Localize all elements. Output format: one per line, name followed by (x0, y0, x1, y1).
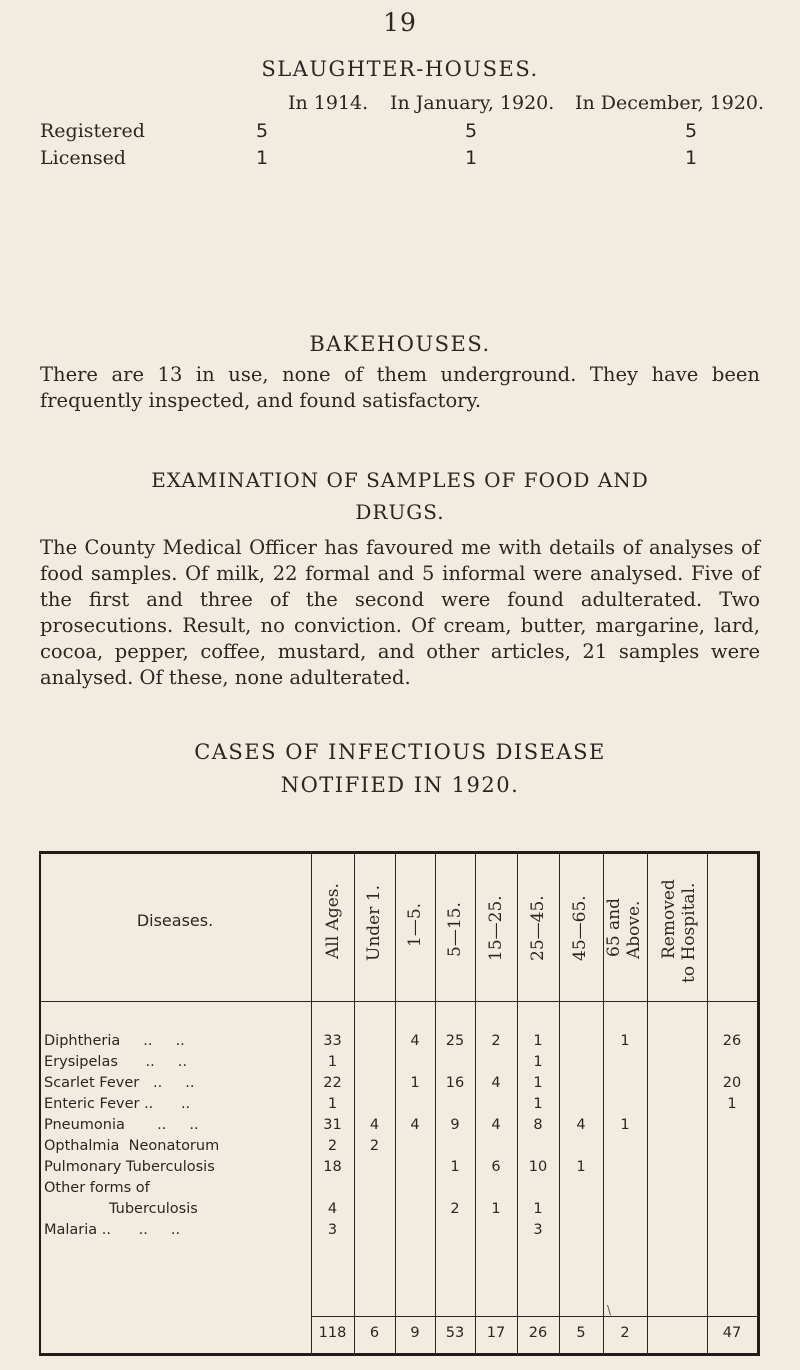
cell-5-15: 9 (450, 1117, 460, 1133)
cell-25-45: 1 (533, 1054, 543, 1070)
cell-25-45: 1 (533, 1033, 543, 1049)
disease-name: Enteric Fever .. .. (44, 1096, 191, 1112)
cell-25-45: 1 (533, 1075, 543, 1091)
examination-text: The County Medical Officer has favoured me with details of analyses of food samples. Of milk, 22 formal and 5 informal were analysed. Five of the first and three of the second were found adulterated. Two prosecutions. Result, no conviction. Of cream, butter, margarine, lard, cocoa, pepper, coffee, mustard, and other articles, 21 samples were analysed. Of these, none adulterated. (40, 536, 760, 689)
cell-25-45: 8 (533, 1117, 543, 1133)
row-label: Licensed (40, 147, 126, 169)
cell-25-45: 3 (533, 1222, 543, 1238)
header-5-15: 5—15. (445, 902, 465, 957)
table-row (39, 1033, 760, 1053)
cell-all-ages: 1 (327, 1054, 338, 1070)
cell-all-ages: 18 (323, 1159, 342, 1175)
total-15-25: 17 (486, 1325, 506, 1341)
value-1914: 1 (256, 147, 269, 169)
disease-name: Pulmonary Tuberculosis (44, 1159, 215, 1175)
header-45-65: 45—65. (570, 895, 590, 961)
table-row (39, 1159, 760, 1179)
cell-all-ages: 33 (323, 1033, 342, 1049)
value-1914: 5 (256, 120, 269, 142)
cell-65-above: 1 (620, 1117, 630, 1133)
total-45-65: 5 (576, 1325, 586, 1341)
totals-row (39, 1325, 760, 1345)
value-jan-1920: 1 (465, 147, 478, 169)
header-removed-line2: to Hospital. (679, 882, 699, 983)
value-dec-1920: 1 (685, 147, 698, 169)
total-25-45: 26 (528, 1325, 548, 1341)
cell-removed: 20 (722, 1075, 742, 1091)
total-all-ages: 118 (318, 1325, 347, 1341)
cell-all-ages: 3 (327, 1222, 338, 1238)
cell-15-25: 1 (491, 1201, 501, 1217)
page-number: 19 (383, 8, 417, 37)
total-5-15: 53 (445, 1325, 465, 1341)
total-divider (707, 1316, 757, 1317)
total-1-5: 9 (410, 1325, 420, 1341)
table-row (39, 1117, 760, 1137)
slaughterhouses-row-licensed (40, 147, 780, 175)
disease-name: Malaria .. .. .. (44, 1222, 181, 1238)
slaughterhouses-row-registered (40, 120, 780, 148)
col-1914: In 1914. (288, 92, 369, 114)
col-jan-1920: In January, 1920. (390, 92, 555, 114)
cell-15-25: 4 (491, 1075, 501, 1091)
cell-1-5: 1 (410, 1075, 420, 1091)
value-jan-1920: 5 (465, 120, 478, 142)
examination-title-line2: DRUGS. (355, 500, 445, 524)
table-border-top (39, 851, 760, 854)
table-row (39, 1222, 760, 1242)
total-divider (311, 1316, 747, 1317)
cell-5-15: 25 (445, 1033, 465, 1049)
total-65-above: 2 (620, 1325, 630, 1341)
cell-5-15: 2 (450, 1201, 460, 1217)
disease-name: Tuberculosis (109, 1201, 198, 1217)
cell-65-above: 1 (620, 1033, 630, 1049)
table-row (39, 1054, 760, 1074)
table-row (39, 1201, 760, 1221)
cell-25-45: 10 (528, 1159, 548, 1175)
header-removed-line1: Removed (659, 879, 679, 959)
disease-name: Opthalmia Neonatorum (44, 1138, 220, 1154)
cell-all-ages: 4 (327, 1201, 338, 1217)
header-under-1: Under 1. (364, 885, 384, 961)
cell-under-1: 4 (369, 1117, 380, 1133)
cell-25-45: 1 (533, 1201, 543, 1217)
table-row (39, 1138, 760, 1158)
cell-1-5: 4 (410, 1033, 420, 1049)
bakehouses-title: BAKEHOUSES. (309, 332, 491, 356)
cell-all-ages: 31 (323, 1117, 342, 1133)
slaughterhouses-header-row (40, 92, 780, 120)
infectious-title-line2: NOTIFIED IN 1920. (280, 773, 520, 797)
cell-15-25: 6 (491, 1159, 501, 1175)
cell-45-65: 4 (576, 1117, 586, 1133)
cell-all-ages: 2 (327, 1138, 338, 1154)
row-label: Registered (40, 120, 145, 142)
cell-all-ages: 1 (327, 1096, 338, 1112)
col-dec-1920: In December, 1920. (575, 92, 765, 114)
infectious-disease-table (39, 851, 760, 1356)
header-all-ages: All Ages. (323, 883, 343, 959)
cell-15-25: 2 (491, 1033, 501, 1049)
table-border-bottom (39, 1353, 760, 1356)
header-25-45: 25—45. (528, 895, 548, 961)
cell-under-1: 2 (369, 1138, 380, 1154)
header-divider (39, 1001, 760, 1002)
total-under-1: 6 (369, 1325, 380, 1341)
cell-5-15: 1 (450, 1159, 460, 1175)
stray-mark: \ (607, 1303, 612, 1317)
header-65-and-above-line1: 65 and (604, 897, 624, 957)
value-dec-1920: 5 (685, 120, 698, 142)
cell-25-45: 1 (533, 1096, 543, 1112)
cell-removed: 26 (722, 1033, 742, 1049)
cell-15-25: 4 (491, 1117, 501, 1133)
table-row (39, 1180, 760, 1200)
cell-all-ages: 22 (323, 1075, 342, 1091)
header-65-and-above-line2: Above. (624, 900, 644, 959)
cell-45-65: 1 (576, 1159, 586, 1175)
header-15-25: 15—25. (486, 895, 506, 961)
disease-name: Pneumonia .. .. (44, 1117, 199, 1133)
table-row (39, 1075, 760, 1095)
bakehouses-text: There are 13 in use, none of them underground. They have been frequently inspected, and found satisfactory. (40, 363, 760, 412)
header-diseases: Diseases. (136, 911, 214, 930)
disease-name: Diphtheria .. .. (44, 1033, 185, 1049)
disease-name: Erysipelas .. .. (44, 1054, 188, 1070)
cell-1-5: 4 (410, 1117, 420, 1133)
cell-5-15: 16 (445, 1075, 465, 1091)
table-row (39, 1096, 760, 1116)
total-removed: 47 (722, 1325, 742, 1341)
disease-name: Scarlet Fever .. .. (44, 1075, 195, 1091)
cell-removed: 1 (727, 1096, 737, 1112)
disease-name: Other forms of (44, 1180, 150, 1196)
header-1-5: 1—5. (405, 902, 425, 947)
slaughterhouses-title: SLAUGHTER-HOUSES. (261, 57, 539, 81)
examination-title-line1: EXAMINATION OF SAMPLES OF FOOD AND (151, 468, 649, 492)
infectious-title-line1: CASES OF INFECTIOUS DISEASE (194, 740, 606, 764)
